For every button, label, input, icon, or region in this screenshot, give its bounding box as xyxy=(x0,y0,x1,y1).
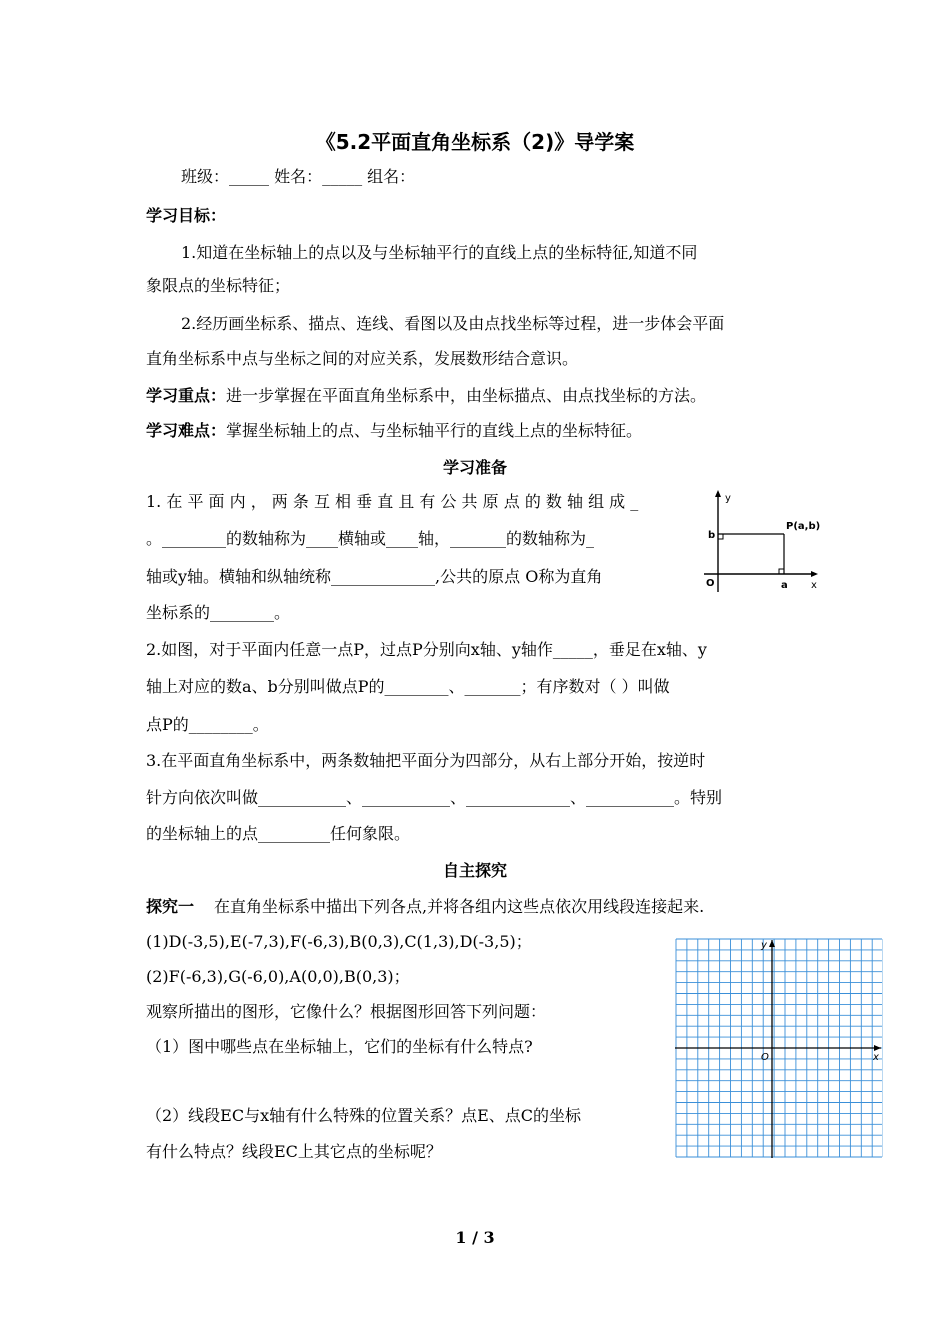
explore-set-1: (1)D(-3,5),E(-7,3),F(-6,3),B(0,3),C(1,3),D(-3,5)； xyxy=(146,932,532,951)
prep-q1-line-2: 。________的数轴称为____横轴或____轴，_______的数轴称为_ xyxy=(146,529,595,548)
prep-q1-line-3: 轴或y轴。横轴和纵轴统称_____________,公共的原点 O称为直角 xyxy=(146,567,603,586)
info-line: 班级：_____ 姓名：_____ 组名： xyxy=(181,167,416,186)
explore-q2-line-1: （2）线段EC与x轴有什么特殊的位置关系？点E、点C的坐标 xyxy=(146,1106,582,1125)
key-point xyxy=(146,383,706,406)
key-point-label: 学习重点： xyxy=(146,386,227,405)
key-point-text: 进一步掌握在平面直角坐标系中，由坐标描点、由点找坐标的方法。 xyxy=(226,386,707,405)
grid-y-label: y xyxy=(761,940,767,951)
fig-a-label: a xyxy=(781,580,788,591)
prep-heading: 学习准备 xyxy=(442,458,507,477)
explore-heading: 自主探究 xyxy=(442,861,507,880)
explore-q1: （1）图中哪些点在坐标轴上，它们的坐标有什么特点? xyxy=(146,1037,533,1056)
page-number: 1 / 3 xyxy=(455,1228,495,1247)
explore-observe: 观察所描出的图形，它像什么？根据图形回答下列问题： xyxy=(146,1002,547,1021)
x-axis-arrow xyxy=(811,571,818,577)
explore-q2-line-2: 有什么特点？线段EC上其它点的坐标呢？ xyxy=(146,1142,442,1161)
page-title: 《5.2平面直角坐标系（2)》导学案 xyxy=(315,130,635,154)
prep-q3-line-3: 的坐标轴上的点_________任何象限。 xyxy=(146,824,411,843)
coordinate-grid xyxy=(675,938,883,1160)
grid-x-arrow xyxy=(874,1045,881,1051)
prep-q2-line-1: 2.如图，对于平面内任意一点P，过点P分别向x轴、y轴作_____，垂足在x轴、y xyxy=(146,640,707,659)
objective-1-line-2: 象限点的坐标特征； xyxy=(146,276,291,295)
prep-q2-line-3: 点P的________。 xyxy=(146,715,269,734)
prep-q2-line-2: 轴上对应的数a、b分别叫做点P的________、_______；有序数对（ ）叫做 xyxy=(146,677,670,696)
objective-2-line-2: 直角坐标系中点与坐标之间的对应关系，发展数形结合意识。 xyxy=(146,349,579,368)
objective-2-line-1: 2.经历画坐标系、描点、连线、看图以及由点找坐标等过程，进一步体会平面 xyxy=(181,314,725,333)
objective-1-line-1: 1.知道在坐标轴上的点以及与坐标轴平行的直线上点的坐标特征,知道不同 xyxy=(181,243,698,262)
prep-q1-line-4: 坐标系的________。 xyxy=(146,603,291,622)
fig-origin-label: O xyxy=(706,578,715,589)
explore-intro-text: 在直角坐标系中描出下列各点,并将各组内这些点依次用线段连接起来. xyxy=(214,897,705,916)
explore-intro xyxy=(146,894,704,917)
difficulty xyxy=(146,418,642,441)
fig-point-label: P(a,b) xyxy=(786,521,821,532)
grid-x-label: x xyxy=(873,1052,879,1063)
prep-q1-line-1: 1. 在 平 面 内 ， 两 条 互 相 垂 直 且 有 公 共 原 点 的 数 轴 组 成 _ xyxy=(146,492,639,511)
fig-y-label: y xyxy=(725,493,731,504)
right-angle-mark-x xyxy=(779,569,784,574)
explore-set-2: (2)F(-6,3),G(-6,0),A(0,0),B(0,3)； xyxy=(146,967,410,986)
objectives-label: 学习目标： xyxy=(146,206,227,225)
prep-q3-line-1: 3.在平面直角坐标系中，两条数轴把平面分为四部分，从右上部分开始，按逆时 xyxy=(146,751,706,770)
explore-label: 探究一 xyxy=(146,897,195,916)
y-axis-arrow xyxy=(715,490,721,497)
fig-x-label: x xyxy=(811,580,817,591)
difficulty-text: 掌握坐标轴上的点、与坐标轴平行的直线上点的坐标特征。 xyxy=(226,421,643,440)
fig-b-label: b xyxy=(708,530,716,541)
right-angle-mark-y xyxy=(718,534,723,539)
difficulty-label: 学习难点： xyxy=(146,421,227,440)
grid-origin-label: O xyxy=(761,1052,769,1063)
coordinate-figure xyxy=(700,488,830,596)
prep-q3-line-2: 针方向依次叫做___________、___________、_____________、___________。特别 xyxy=(146,788,723,807)
